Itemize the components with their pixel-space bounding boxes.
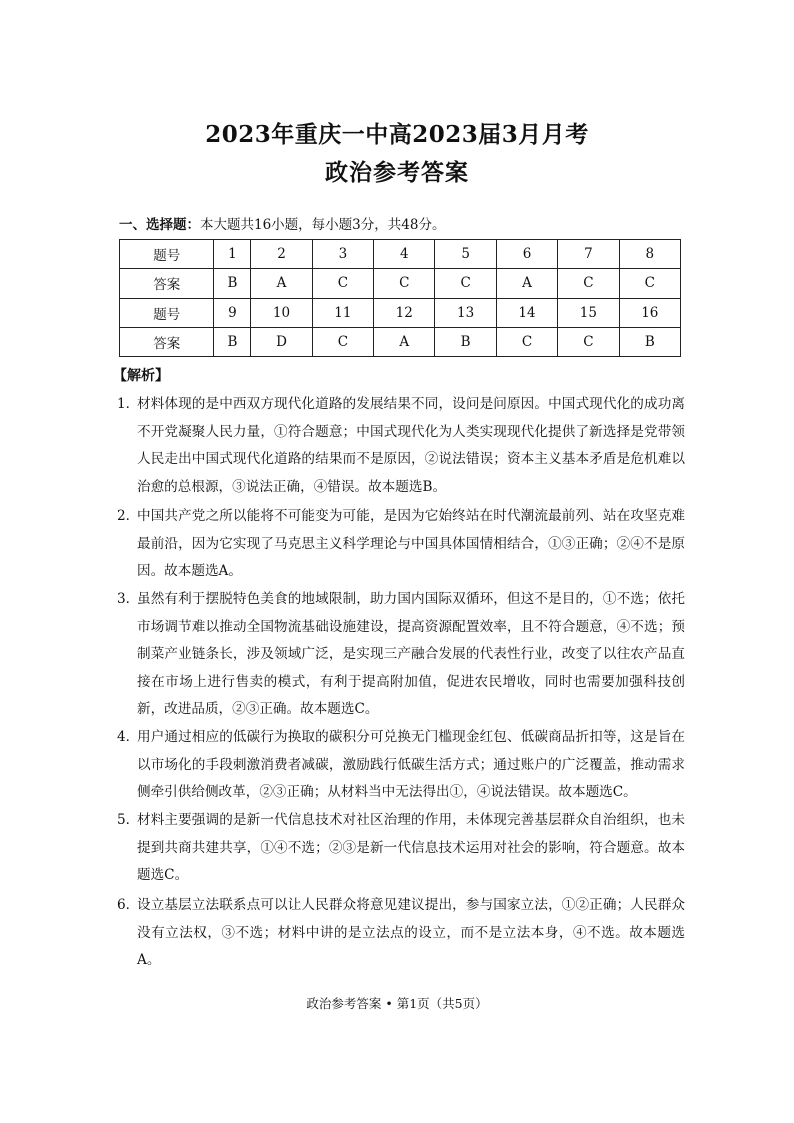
analysis-item-2 xyxy=(117,503,685,586)
answer-cell: B xyxy=(435,327,496,356)
answer-cell: C xyxy=(496,327,557,356)
answer-cell: 14 xyxy=(496,298,557,327)
row-header-cell: 题号 xyxy=(120,298,214,327)
analysis-item-4 xyxy=(117,724,685,807)
item-text: 中国共产党之所以能将不可能变为可能，是因为它始终站在时代潮流最前列、站在攻坚克难最前沿，因为它实现了马克思主义科学理论与中国具体国情相结合，①③正确；②④不是原因。故本题选A。 xyxy=(137,508,685,579)
answer-cell: C xyxy=(374,269,435,298)
answer-cell: 2 xyxy=(251,240,312,269)
page-footer: 政治参考答案 • 第1页（共5页） xyxy=(306,996,488,1011)
answer-cell: 11 xyxy=(312,298,373,327)
item-number: 2． xyxy=(117,508,140,524)
answer-cell: 8 xyxy=(619,240,680,269)
answer-cell: 4 xyxy=(374,240,435,269)
answer-cell: C xyxy=(558,327,619,356)
answer-cell: 13 xyxy=(435,298,496,327)
answer-cell: 7 xyxy=(558,240,619,269)
answer-cell: 12 xyxy=(374,298,435,327)
answer-table xyxy=(119,239,681,357)
item-number: 3． xyxy=(117,591,140,607)
analysis-item-6 xyxy=(117,892,685,975)
answer-cell: 9 xyxy=(214,298,251,327)
answer-cell: B xyxy=(214,327,251,356)
answer-cell: A xyxy=(496,269,557,298)
answer-cell: 1 xyxy=(214,240,251,269)
answer-cell: B xyxy=(619,327,680,356)
answer-cell: 5 xyxy=(435,240,496,269)
answer-cell: C xyxy=(312,327,373,356)
answer-cell: A xyxy=(251,269,312,298)
answer-cell: 6 xyxy=(496,240,557,269)
analysis-item-3 xyxy=(117,586,685,724)
answer-cell: A xyxy=(374,327,435,356)
answer-cell: C xyxy=(619,269,680,298)
answer-cell: C xyxy=(435,269,496,298)
analysis-heading: 【解析】 xyxy=(113,368,169,384)
item-text: 虽然有利于摆脱特色美食的地域限制，助力国内国际双循环，但这不是目的，①不选；依托市场调节难以推动全国物流基础设施建设，提高资源配置效率，且不符合题意，④不选；预制菜产业链条长，涉及领域广泛，是实现三产融合发展的代表性行业，改变了以往农产品直接在市场上进行售卖的模式，有利于提高附加值，促进农民增收，同时也需要加强科技创新，改进品质，②③正确。故本题选C。 xyxy=(137,591,685,717)
answer-cell: B xyxy=(214,269,251,298)
analysis-item-1 xyxy=(117,391,685,501)
answer-cell: 15 xyxy=(558,298,619,327)
table-row xyxy=(120,298,681,327)
analysis-item-5 xyxy=(117,807,685,890)
page-title: 2023年重庆一中高2023届3月月考 xyxy=(205,121,589,148)
answer-cell: D xyxy=(251,327,312,356)
answer-cell: 3 xyxy=(312,240,373,269)
item-number: 4． xyxy=(117,729,140,745)
answer-cell: 16 xyxy=(619,298,680,327)
table-row xyxy=(120,269,681,298)
section-heading xyxy=(119,213,445,233)
item-text: 材料主要强调的是新一代信息技术对社区治理的作用，未体现完善基层群众自治组织，也未提到共商共建共享，①④不选；②③是新一代信息技术运用对社会的影响，符合题意。故本题选C。 xyxy=(137,812,685,883)
item-number: 6． xyxy=(117,897,140,913)
answer-cell: 10 xyxy=(251,298,312,327)
row-header-cell: 答案 xyxy=(120,269,214,298)
answer-cell: C xyxy=(558,269,619,298)
row-header-cell: 答案 xyxy=(120,327,214,356)
item-text: 用户通过相应的低碳行为换取的碳积分可兑换无门槛现金红包、低碳商品折扣等，这是旨在以市场化的手段刺激消费者减碳，激励践行低碳生活方式；通过账户的广泛覆盖，推动需求侧牵引供给侧改革，②③正确；从材料当中无法得出①，④说法错误。故本题选C。 xyxy=(137,729,685,800)
answer-cell: C xyxy=(312,269,373,298)
page-subtitle: 政治参考答案 xyxy=(325,159,469,186)
table-row xyxy=(120,240,681,269)
row-header-cell: 题号 xyxy=(120,240,214,269)
section-label: 一、选择题： xyxy=(119,217,200,233)
item-number: 1． xyxy=(117,396,140,412)
item-text: 设立基层立法联系点可以让人民群众将意见建议提出，参与国家立法，①②正确；人民群众没有立法权，③不选；材料中讲的是立法点的设立，而不是立法本身，④不选。故本题选A。 xyxy=(137,897,685,968)
table-row xyxy=(120,327,681,356)
item-number: 5． xyxy=(117,812,140,828)
item-text: 材料体现的是中西双方现代化道路的发展结果不同，设问是问原因。中国式现代化的成功离不开党凝聚人民力量，①符合题意；中国式现代化为人类实现现代化提供了新选择是党带领人民走出中国式现代化道路的结果而不是原因，②说法错误；资本主义基本矛盾是危机难以治愈的总根源，③说法正确，④错误。故本题选B。 xyxy=(137,396,685,495)
section-desc: 本大题共16小题，每小题3分，共48分。 xyxy=(200,217,446,233)
